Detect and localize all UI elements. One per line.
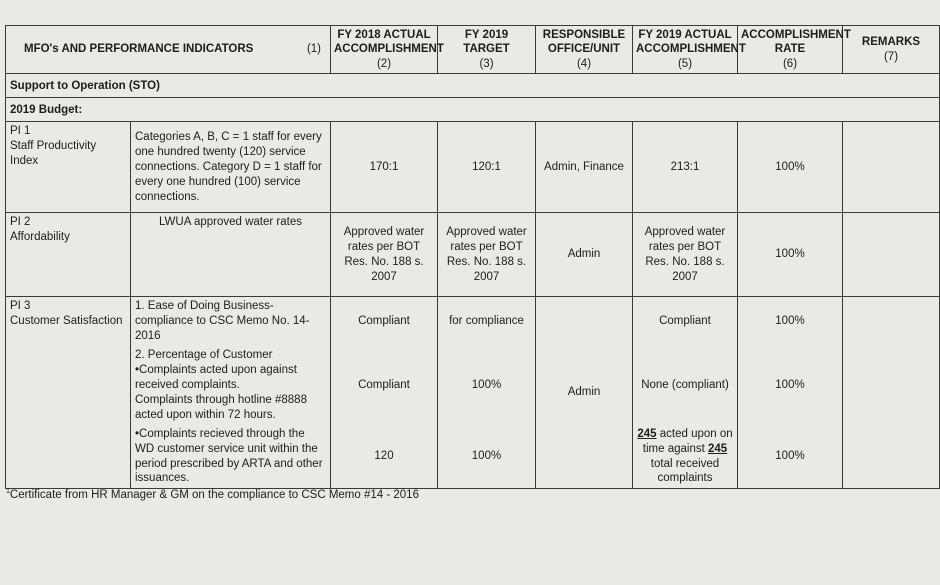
- pi3-sub3-acted-count: 245: [637, 427, 657, 440]
- header-office-code: (4): [576, 57, 592, 70]
- header-rate: [738, 26, 851, 74]
- pi3-sub1-desc-line2: compliance to CSC Memo No. 14-2016: [135, 315, 310, 342]
- pi3-sub3-total-count: 245: [708, 442, 728, 455]
- header-remarks: [843, 26, 940, 74]
- header-fy2019: [633, 26, 746, 74]
- pi1-remarks: [843, 122, 940, 213]
- pi2-rate: 100%: [738, 213, 843, 297]
- pi2-label: [6, 213, 131, 297]
- pi1-fy2019: 213:1: [633, 122, 738, 213]
- pi2-fy2018: Approved water rates per BOT Res. No. 188 s. 2007: [331, 213, 438, 297]
- pi3-sub2-desc-line3: Complaints through hotline #8888 acted upon within 72 hours.: [135, 393, 307, 421]
- header-office-label: RESPONSIBLE OFFICE/UNIT: [542, 29, 626, 56]
- pi3-sub2-desc-line2: •Complaints acted upon against received complaints.: [135, 363, 297, 391]
- pi2-name: Affordability: [10, 231, 70, 244]
- section-row-budget: [6, 98, 940, 122]
- pi3-sub2-fy2019: None (compliant): [633, 346, 738, 425]
- pi1-label: [6, 122, 131, 213]
- pi1-description: Categories A, B, C = 1 staff for every one hundred twenty (120) service connections. Category D = 1 staff for every one hundred (100) service connections.: [131, 122, 331, 213]
- header-mfo-label: MFO's AND PERFORMANCE INDICATORS: [24, 43, 254, 56]
- header-target-label: FY 2019 TARGET: [463, 29, 510, 56]
- pi3-sub1-fy2019: Compliant: [633, 297, 738, 346]
- header-fy2018-code: (2): [376, 57, 392, 70]
- pi2-fy2019: Approved water rates per BOT Res. No. 188 s. 2007: [633, 213, 738, 297]
- header-fy2018-label: FY 2018 ACTUAL ACCOMPLISHMENT: [334, 29, 444, 56]
- header-fy2019-code: (5): [677, 57, 693, 70]
- pi3-sub2-target: 100%: [438, 346, 536, 425]
- pi1-number: PI 1: [10, 125, 31, 138]
- section-row-sto: [6, 74, 940, 98]
- pi3-number: PI 3: [10, 300, 31, 313]
- pi3-sub3-fy2018: 120: [331, 425, 438, 489]
- pi1-rate: 100%: [738, 122, 843, 213]
- pi3-sub2-row: [6, 346, 940, 425]
- pi3-sub2-rate: 100%: [738, 346, 843, 425]
- pi3-sub1-desc-line1: 1. Ease of Doing Business-: [135, 300, 274, 313]
- pi2-row: [6, 213, 940, 297]
- pi3-sub2-fy2018: Compliant: [331, 346, 438, 425]
- pi1-fy2018: 170:1: [331, 122, 438, 213]
- pi2-target: Approved water rates per BOT Res. No. 188 s. 2007: [438, 213, 536, 297]
- pi2-number: PI 2: [10, 216, 31, 229]
- pi3-sub3-target: 100%: [438, 425, 536, 489]
- performance-table: [5, 25, 940, 489]
- section-sto: Support to Operation (STO): [6, 74, 940, 98]
- pi1-office: Admin, Finance: [536, 122, 633, 213]
- pi3-sub3-fy2019: [633, 425, 738, 489]
- header-fy2018: [331, 26, 444, 74]
- pi1-target: 120:1: [438, 122, 536, 213]
- header-rate-label: ACCOMPLISHMENT RATE: [741, 29, 851, 56]
- header-row: [6, 26, 940, 74]
- pi3-name: Customer Satisfaction: [10, 315, 123, 328]
- footnote-text: Certificate from HR Manager & GM on the compliance to CSC Memo #14 - 2016: [9, 488, 419, 501]
- footnote: [6, 488, 419, 501]
- pi3-sub3-rate: 100%: [738, 425, 843, 489]
- header-rate-code: (6): [782, 57, 798, 70]
- pi3-remarks: [843, 297, 940, 489]
- pi1-row: [6, 122, 940, 213]
- pi3-label: [6, 297, 131, 489]
- section-budget: 2019 Budget:: [6, 98, 940, 122]
- pi3-sub3-fy2019-end: total received complaints: [650, 457, 720, 485]
- header-mfo-code: (1): [306, 43, 321, 56]
- pi2-description: LWUA approved water rates: [131, 213, 331, 297]
- pi3-sub3-description: •Complaints recieved through the WD customer service unit within the period prescribed by ARTA and other issuances.: [131, 425, 331, 489]
- pi3-office: Admin: [536, 297, 633, 489]
- pi3-sub3-row: [6, 425, 940, 489]
- pi3-sub1-target: for compliance: [438, 297, 536, 346]
- header-remarks-code: (7): [883, 50, 899, 63]
- footnote-mark: 1: [6, 488, 10, 495]
- pi3-sub2-desc-line1: 2. Percentage of Customer: [135, 348, 273, 361]
- pi2-remarks: [843, 213, 940, 297]
- header-remarks-label: REMARKS: [861, 36, 921, 49]
- pi3-sub1-description: [131, 297, 331, 346]
- header-target-code: (3): [479, 57, 494, 70]
- pi3-sub1-fy2018: Compliant: [331, 297, 438, 346]
- header-mfo: [6, 26, 331, 74]
- pi3-sub2-description: [131, 346, 331, 425]
- pi1-name: Staff Productivity Index: [10, 140, 97, 167]
- header-office: [536, 26, 633, 74]
- header-fy2019-label: FY 2019 ACTUAL ACCOMPLISHMENT: [636, 29, 746, 56]
- pi2-office: Admin: [536, 213, 633, 297]
- pi3-sub3-fy2019-mid: acted upon on time against: [642, 427, 733, 455]
- header-target: [438, 26, 536, 74]
- pi3-sub1-rate: 100%: [738, 297, 843, 346]
- pi3-sub1-row: [6, 297, 940, 346]
